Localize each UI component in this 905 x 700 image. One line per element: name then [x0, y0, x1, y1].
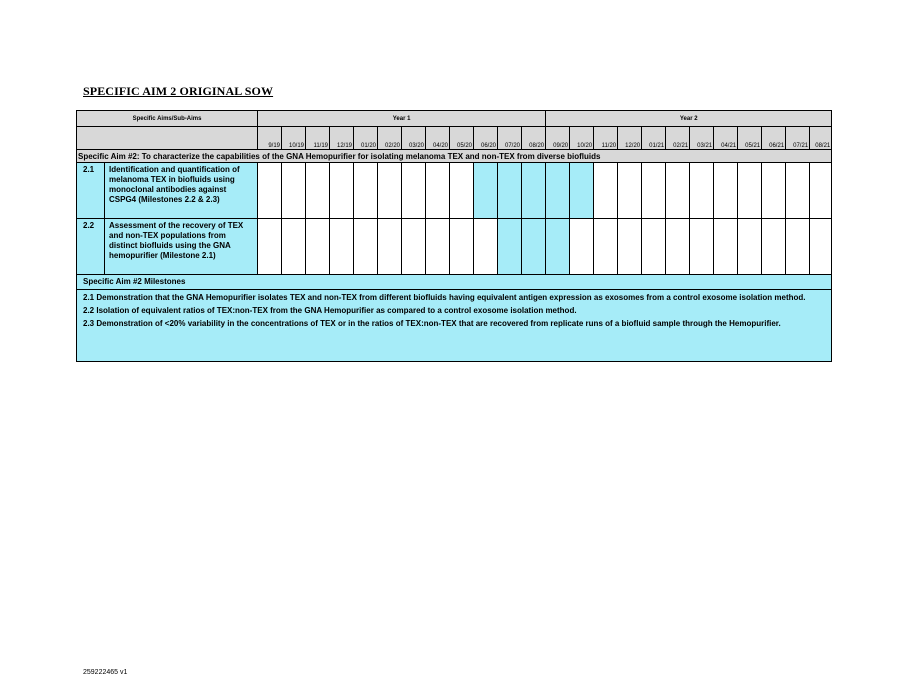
timeline-cell [594, 163, 618, 219]
timeline-cell [762, 219, 786, 275]
month-header: 05/20 [450, 127, 474, 150]
timeline-cell [522, 163, 546, 219]
timeline-cell [498, 219, 522, 275]
specific-aim-row: Specific Aim #2: To characterize the capabilities of the GNA Hemopurifier for isolating melanoma TEX and non-TEX from diverse biofluids [77, 150, 832, 163]
month-header: 03/20 [402, 127, 426, 150]
timeline-cell [498, 163, 522, 219]
milestone-item: 2.3 Demonstration of <20% variability in the concentrations of TEX or in the ratios of TEX:non-TEX that are recovered from replicate runs of a biofluid sample through the Hemopurifier. [83, 319, 781, 328]
month-header: 04/21 [714, 127, 738, 150]
document-id-footer: 259222465 v1 [83, 669, 128, 676]
page-title: SPECIFIC AIM 2 ORIGINAL SOW [83, 84, 274, 98]
timeline-cell [690, 219, 714, 275]
milestones-heading: Specific Aim #2 Milestones [77, 275, 832, 290]
timeline-cell [786, 219, 810, 275]
month-header: 08/21 [810, 127, 832, 150]
timeline-cell [282, 163, 306, 219]
month-header: 04/20 [426, 127, 450, 150]
timeline-cell [738, 219, 762, 275]
timeline-cell [378, 163, 402, 219]
month-header: 08/20 [522, 127, 546, 150]
timeline-cell [426, 163, 450, 219]
month-header: 06/20 [474, 127, 498, 150]
milestone-item: 2.1 Demonstration that the GNA Hemopurifier isolates TEX and non-TEX from different biofluids having equivalent antigen expression as exosomes from a control exosome isolation method. [83, 293, 806, 302]
timeline-cell [810, 163, 832, 219]
timeline-cell [450, 219, 474, 275]
year1-header: Year 1 [258, 111, 546, 127]
timeline-cell [330, 219, 354, 275]
timeline-cell [306, 163, 330, 219]
subaim-number: 2.2 [77, 219, 105, 275]
timeline-cell [618, 163, 642, 219]
year2-header: Year 2 [546, 111, 832, 127]
timeline-cell [258, 219, 282, 275]
timeline-cell [714, 163, 738, 219]
subaim-description: Identification and quantification of melanoma TEX in biofluids using monoclonal antibodies against CSPG4 (Milestones 2.2 & 2.3) [105, 163, 258, 219]
milestones-body [77, 290, 832, 362]
month-header: 9/19 [258, 127, 282, 150]
timeline-cell [666, 163, 690, 219]
timeline-cell [474, 219, 498, 275]
timeline-cell [762, 163, 786, 219]
month-header-blank [77, 127, 258, 150]
timeline-cell [330, 163, 354, 219]
timeline-cell [306, 219, 330, 275]
timeline-cell [378, 219, 402, 275]
milestone-item: 2.2 Isolation of equivalent ratios of TEX:non-TEX from the GNA Hemopurifier as compared to a control exosome isolation method. [83, 306, 577, 315]
timeline-cell [666, 219, 690, 275]
month-header: 07/20 [498, 127, 522, 150]
timeline-cell [738, 163, 762, 219]
month-header: 11/20 [594, 127, 618, 150]
month-header: 03/21 [690, 127, 714, 150]
timeline-cell [522, 219, 546, 275]
timeline-cell [354, 219, 378, 275]
month-header: 02/20 [378, 127, 402, 150]
month-header: 01/20 [354, 127, 378, 150]
month-header: 02/21 [666, 127, 690, 150]
month-header: 09/20 [546, 127, 570, 150]
subaim-description: Assessment of the recovery of TEX and non-TEX populations from distinct biofluids using the GNA hemopurifier (Milestone 2.1) [105, 219, 258, 275]
timeline-cell [474, 163, 498, 219]
timeline-cell [282, 219, 306, 275]
timeline-cell [570, 163, 594, 219]
month-header: 06/21 [762, 127, 786, 150]
timeline-cell [642, 219, 666, 275]
month-header: 01/21 [642, 127, 666, 150]
sow-table [76, 110, 832, 362]
timeline-cell [402, 219, 426, 275]
timeline-cell [714, 219, 738, 275]
subaim-number: 2.1 [77, 163, 105, 219]
month-header: 10/19 [282, 127, 306, 150]
month-header: 10/20 [570, 127, 594, 150]
timeline-cell [642, 163, 666, 219]
month-header: 12/19 [330, 127, 354, 150]
timeline-cell [810, 219, 832, 275]
timeline-cell [618, 219, 642, 275]
timeline-cell [786, 163, 810, 219]
aims-header: Specific Aims/Sub-Aims [77, 111, 258, 127]
timeline-cell [450, 163, 474, 219]
month-header: 07/21 [786, 127, 810, 150]
timeline-cell [570, 219, 594, 275]
month-header: 05/21 [738, 127, 762, 150]
timeline-cell [594, 219, 618, 275]
timeline-cell [402, 163, 426, 219]
timeline-cell [690, 163, 714, 219]
month-header: 11/19 [306, 127, 330, 150]
timeline-cell [426, 219, 450, 275]
month-header: 12/20 [618, 127, 642, 150]
timeline-cell [546, 219, 570, 275]
timeline-cell [546, 163, 570, 219]
timeline-cell [354, 163, 378, 219]
timeline-cell [258, 163, 282, 219]
